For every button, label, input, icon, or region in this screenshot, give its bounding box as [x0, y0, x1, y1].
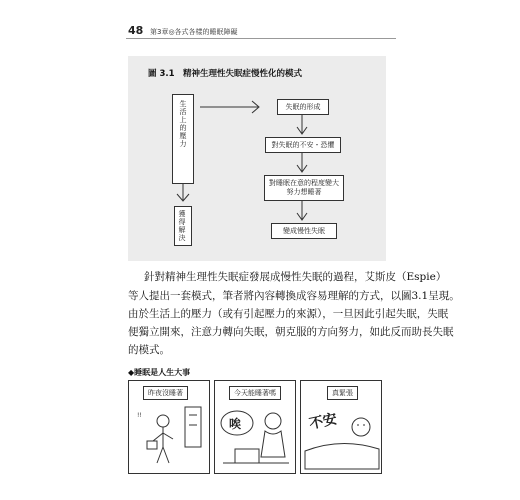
body-line-1: 針對精神生理性失眠症發展成慢性失眠的過程，艾斯皮（Espie） — [144, 271, 447, 283]
speech-bubble: 今天能睡著嗎 — [229, 386, 281, 400]
figure-title: 圖 3.1 精神生理性失眠症慢性化的模式 — [148, 69, 303, 79]
header-rule — [126, 38, 396, 39]
down-arrow-icon — [174, 184, 192, 204]
flow-box-chronic: 變成慢性失眠 — [271, 223, 337, 239]
flow-arrow-icon — [296, 152, 308, 174]
stress-box-label: 生 活 上 的 壓 力 — [179, 100, 187, 148]
flow-box-anxiety: 對失眠的不安・恐懼 — [265, 137, 341, 153]
running-head: 第3章◎各式各樣的睡眠障礙 — [150, 28, 238, 36]
body-line-3: 由於生活上的壓力（或有引起壓力的來源），一旦因此引起失眠，失眠 — [128, 308, 449, 320]
flow-arrow-icon — [296, 200, 308, 222]
svg-text:!!: !! — [137, 412, 142, 419]
page-number: 48 — [128, 24, 144, 37]
speech-bubble: 昨夜沒睡著 — [143, 386, 188, 400]
body-line-5: 的模式。 — [128, 344, 170, 356]
commuter-illustration — [129, 401, 209, 471]
cartoon-panel-2 — [214, 380, 296, 474]
flow-box-insomnia-onset: 失眠的形成 — [277, 99, 329, 115]
cartoon-heading: ◆睡眠是人生大事 — [128, 368, 191, 377]
cartoon-panel-1 — [128, 380, 210, 474]
speech-bubble: 真緊張 — [327, 386, 358, 400]
worried-worker-illustration — [215, 401, 295, 471]
figure-panel — [128, 56, 386, 261]
body-line-2: 等人提出一套模式，筆者將內容轉換成容易理解的方式，以圖3.1呈現。 — [128, 290, 460, 302]
cartoon-panel-3 — [300, 380, 382, 474]
flow-box-effort: 對睡眠在意的程度變大 努力想睡著 — [264, 175, 344, 201]
body-line-4: 便獨立開來，注意力轉向失眠，朝克服的方向努力，如此反而助長失眠 — [128, 326, 454, 338]
right-arrow-icon — [200, 99, 264, 115]
resolved-box-label: 獲 得 解 決 — [178, 210, 186, 242]
anxiety-lettering: 不安 — [307, 411, 339, 433]
sleepless-in-bed-illustration — [301, 401, 381, 471]
board-text: 唉 — [229, 417, 242, 431]
flow-arrow-icon — [296, 114, 308, 136]
